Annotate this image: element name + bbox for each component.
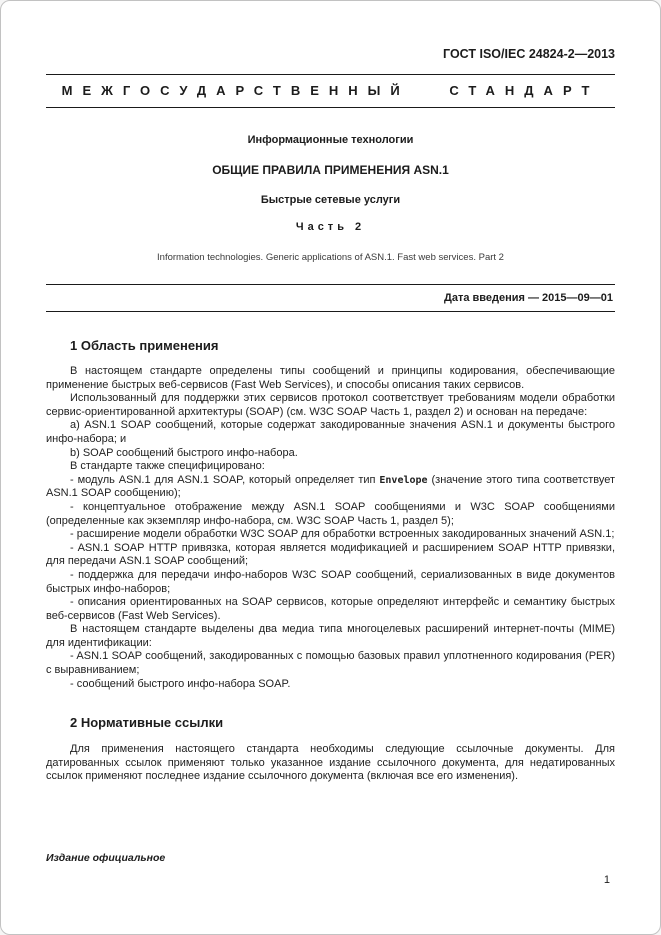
envelope-code: Envelope	[379, 474, 428, 486]
paragraph: В стандарте также специфицировано:	[70, 460, 265, 473]
envelope-text-before: - модуль ASN.1 для ASN.1 SOAP, который определяет тип	[70, 473, 380, 486]
doc-number: ГОСТ ISO/IEC 24824-2—2013	[443, 47, 615, 61]
list-item: - сообщений быстрого инфо-набора SOAP.	[70, 677, 291, 690]
list-item: - расширение модели обработки W3C SOAP для обработки встроенных закодированных значений ASN.1;	[70, 528, 615, 541]
paragraph: В настоящем стандарте определены типы сообщений и принципы кодирования, обеспечивающие применение быстрых веб-сервисов (Fast Web Services), и способы описания таких сервисов.	[46, 365, 615, 391]
list-item-envelope	[46, 474, 615, 501]
title-domain: Информационные технологии	[247, 134, 414, 146]
page-content	[1, 1, 660, 784]
title-main: ОБЩИЕ ПРАВИЛА ПРИМЕНЕНИЯ ASN.1	[212, 163, 449, 177]
section-2-body	[46, 743, 615, 784]
list-item: а) ASN.1 SOAP сообщений, которые содержат закодированные значения ASN.1 и документы быстрого инфо-набора; и	[46, 419, 615, 445]
page-number: 1	[603, 874, 610, 886]
section-1-body	[46, 365, 615, 691]
effective-date: Дата введения — 2015—09—01	[46, 284, 615, 312]
title-block	[46, 134, 615, 263]
list-item: - концептуальное отображение между ASN.1 SOAP сообщениями и W3C SOAP сообщениями (определенные как экземпляр инфо-набора, см. W3C SOAP Часть 1, раздел 5);	[46, 500, 615, 527]
edition-note: Издание официальное	[46, 852, 166, 864]
standard-type-banner: МЕЖГОСУДАРСТВЕННЫЙ СТАНДАРТ	[46, 74, 615, 108]
envelope-text-after: (значение этого типа соответствует ASN.1 SOAP сообщению);	[46, 473, 615, 500]
paragraph: Использованный для поддержки этих сервисов протокол соответствует требованиям модели обработки сервис-ориентированной архитектуры (SOAP) (см. W3C SOAP Часть 1, раздел 2) и основан на передаче:	[46, 392, 615, 418]
section-1-heading: 1 Область применения	[70, 338, 219, 353]
paragraph: В настоящем стандарте выделены два медиа типа многоцелевых расширений интернет-почты (MIME) для идентификации:	[46, 623, 615, 649]
list-item: - ASN.1 SOAP сообщений, закодированных с помощью базовых правил уплотненного кодирования (PER) с выравниванием;	[46, 650, 615, 677]
list-item: - ASN.1 SOAP HTTP привязка, которая является модификацией и расширением SOAP HTTP привязки, для передачи ASN.1 SOAP сообщений;	[46, 541, 615, 568]
list-item: - поддержка для передачи инфо-наборов W3C SOAP сообщений, сериализованных в виде документов быстрых инфо-наборов;	[46, 568, 615, 595]
section-2-heading: 2 Нормативные ссылки	[70, 715, 224, 731]
title-part: Часть 2	[295, 221, 366, 233]
list-item: - описания ориентированных на SOAP сервисов, которые определяют интерфейс и семантику быстрых веб-сервисов (Fast Web Services).	[46, 596, 615, 622]
title-subtitle: Быстрые сетевые услуги	[260, 194, 401, 206]
paragraph: Для применения настоящего стандарта необходимы следующие ссылочные документы. Для датированных ссылок применяют только указанное издание ссылочного документа, для недатированных ссылок применяют последнее издание ссылочного документа (включая все его изменения).	[46, 743, 615, 783]
title-english: Information technologies. Generic applications of ASN.1. Fast web services. Part 2	[157, 252, 504, 263]
list-item: b) SOAP сообщений быстрого инфо-набора.	[70, 446, 298, 459]
